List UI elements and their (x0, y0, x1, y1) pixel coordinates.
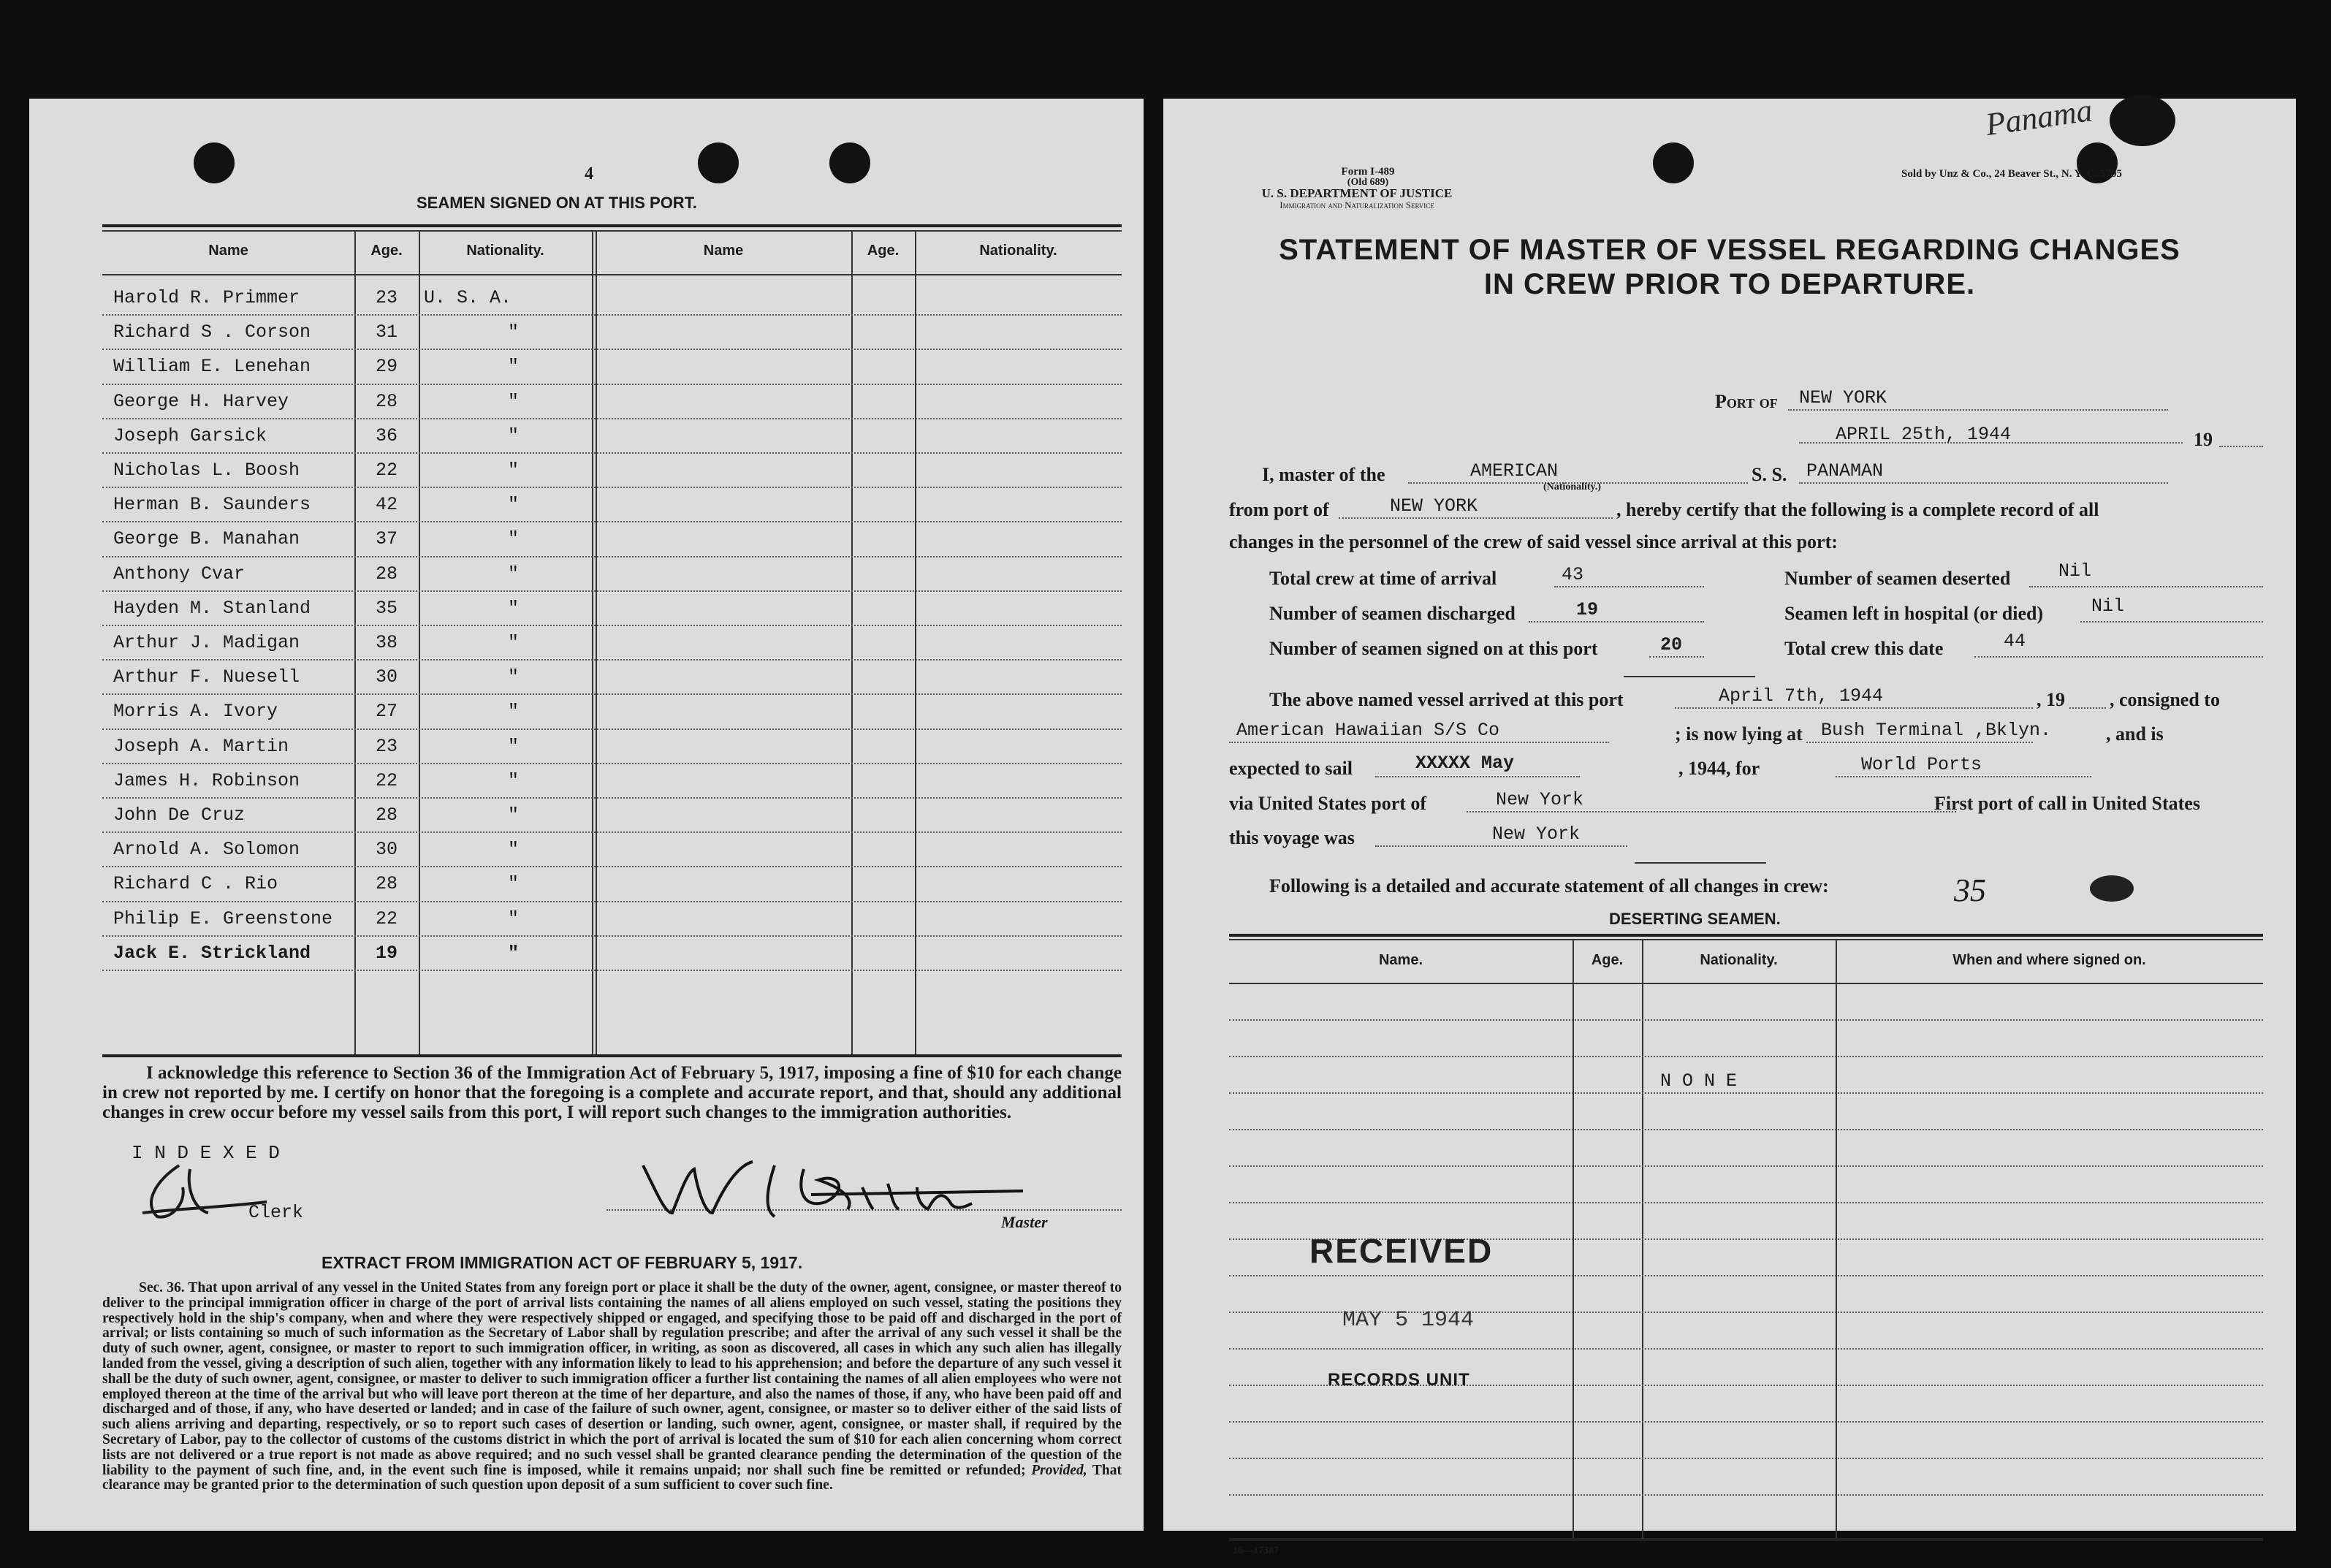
seaman-name: James H. Robinson (113, 769, 300, 791)
table-row (1229, 1275, 2263, 1276)
nationality-value: AMERICAN (1470, 460, 1559, 482)
seaman-nationality: " (508, 528, 520, 550)
seaman-nationality: " (508, 769, 520, 791)
punch-hole (698, 142, 739, 183)
table-row (102, 455, 1122, 490)
form-old: (Old 689) (1347, 177, 1389, 188)
total-crew-date-label: Total crew this date (1784, 638, 1944, 659)
date-suffix: 19 (2194, 429, 2213, 450)
indexed-stamp: I N D E X E D (132, 1142, 280, 1164)
voyage-value: New York (1492, 823, 1581, 845)
seaman-age: 35 (375, 597, 398, 619)
seaman-nationality: " (508, 873, 520, 895)
seaman-nationality: " (508, 804, 520, 826)
table-row (102, 731, 1122, 766)
seaman-age: 22 (375, 907, 398, 929)
table-row (1229, 1458, 2263, 1459)
master-label: Master (1001, 1213, 1048, 1231)
seaman-nationality: " (508, 425, 520, 446)
table-row (1229, 1202, 2263, 1203)
deserting-col-signed-on: When and where signed on. (1952, 952, 2146, 968)
total-crew-date-value: 44 (2004, 631, 2026, 652)
discharged-label: Number of seamen discharged (1269, 603, 1516, 624)
seaman-nationality: " (508, 735, 520, 757)
form-title-line1: STATEMENT OF MASTER OF VESSEL REGARDING CHANGES (1279, 234, 2180, 266)
seaman-age: 28 (375, 804, 398, 826)
table-row (102, 351, 1122, 386)
consignee-value: American Hawaiian S/S Co (1236, 720, 1500, 741)
table-row (102, 628, 1122, 662)
seaman-name: William E. Lenehan (113, 356, 311, 378)
seaman-age: 38 (375, 632, 398, 653)
seaman-nationality: U. S. A. (424, 287, 512, 308)
deserted-value: Nil (2058, 560, 2092, 582)
seaman-age: 27 (375, 701, 398, 723)
total-crew-arrival-value: 43 (1562, 564, 1584, 585)
table-row (102, 869, 1122, 903)
seaman-age: 31 (375, 321, 398, 343)
changes-text: changes in the personnel of the crew of said vessel since arrival at this port: (1229, 531, 1838, 552)
port-label: Port of (1715, 391, 1778, 412)
table-row (102, 938, 1122, 973)
punch-hole (829, 142, 870, 183)
seaman-nationality: " (508, 907, 520, 929)
table-row (1229, 1129, 2263, 1130)
received-stamp: RECEIVED (1309, 1232, 1494, 1270)
seaman-name: Jack E. Strickland (113, 942, 311, 964)
hospital-label: Seamen left in hospital (or died) (1784, 603, 2044, 624)
seaman-name: Anthony Cvar (113, 563, 246, 585)
deserting-col-name: Name. (1378, 952, 1423, 968)
handwritten-number: 35 (1954, 872, 1986, 908)
seaman-name: Nicholas L. Boosh (113, 460, 300, 481)
lying-value: Bush Terminal ,Bklyn. (1821, 720, 2052, 741)
col-header-age-2: Age. (867, 243, 900, 259)
handwritten-note: Panama (1983, 92, 2095, 142)
following-text: Following is a detailed and accurate statement of all changes in crew: (1269, 875, 1829, 897)
table-row (102, 800, 1122, 834)
signed-on-label: Number of seamen signed on at this port (1269, 638, 1598, 659)
seaman-name: Morris A. Ivory (113, 701, 278, 723)
certify-text: , hereby certify that the following is a complete record of all (1616, 499, 2099, 520)
seaman-name: George B. Manahan (113, 528, 300, 550)
port-value: NEW YORK (1799, 387, 1887, 408)
section-label: Sec. 36. (139, 1280, 185, 1295)
table-row (1229, 1421, 2263, 1423)
seaman-name: Richard S . Corson (113, 321, 311, 343)
hospital-value: Nil (2091, 595, 2125, 617)
received-date: MAY 5 1944 (1342, 1308, 1475, 1333)
extract-body (102, 1281, 1122, 1493)
voyage-label: this voyage was (1229, 827, 1355, 848)
col-header-age: Age. (370, 243, 403, 259)
seaman-nationality: " (508, 701, 520, 723)
table-row (102, 766, 1122, 800)
seaman-nationality: " (508, 321, 520, 343)
col-header-name: Name (208, 243, 248, 259)
table-row (102, 593, 1122, 628)
seaman-age: 23 (375, 735, 398, 757)
form-title-line2: IN CREW PRIOR TO DEPARTURE. (1483, 268, 1976, 300)
sail-year: , 1944, for (1678, 758, 1760, 779)
seaman-nationality: " (508, 390, 520, 412)
seaman-age: 22 (375, 769, 398, 791)
master-prefix: I, master of the (1262, 464, 1385, 485)
arrived-label: The above named vessel arrived at this port (1269, 689, 1624, 710)
table-row (102, 904, 1122, 938)
seaman-name: Joseph Garsick (113, 425, 267, 446)
seaman-name: Arnold A. Solomon (113, 839, 300, 861)
total-crew-arrival-label: Total crew at time of arrival (1269, 568, 1497, 589)
extract-text: That upon arrival of any vessel in the United States from any foreign port or place it shall be the duty of the owner, agent, consignee, or master thereof to deliver to the principal immigration officer in charge of the port of arrival lists containing the names of all aliens employed on such vessel, stating the positions they respectively hold in the ship's company, when and where they were respectively shipped or engaged, and specifying those to be paid off and discharged in the port of arrival; or lists containing so much of such information as the Secretary of Labor shall by regulation prescribe; and after the arrival of any such vessel it shall be the duty of such owner, agent, consignee, or master to report to such immigration officer, in writing, as soon as discovered, all cases in which any such alien has illegally landed from the vessel, giving a description of such alien, together with any information likely to lead to his apprehension; and before the departure of any such vessel it shall be the duty of such owner, agent, consignee, or master to deliver to such immigration officer a further list containing the names of all alien employees who were not employed thereon at the time of the arrival but who will leave port thereon at the time of her departure, and also the names of those, if any, who have been paid off and discharged and of those, if any, who have deserted or landed; and in case of the failure of such owner, agent, consignee, or master so to deliver either of the said lists of such aliens arriving and departing, respectively, or so to report such cases of desertion or landing, such owner, agent, consignee, or master shall, if required by the Secretary of Labor, pay to the collector of customs of the customs district in which the port of arrival is located the sum of $10 for each alien concerning whom correct lists are not delivered or a true report is not made as above required; and no such vessel shall be granted clearance pending the determination of the question of the liability to the payment of such fine, and, in the event such fine is imposed, while it remains unpaid; nor shall such fine be remitted or refunded; (102, 1280, 1122, 1478)
seaman-nationality: " (508, 356, 520, 378)
seaman-nationality: " (508, 666, 520, 688)
extract-provided: Provided, (1031, 1462, 1087, 1478)
seaman-age: 22 (375, 460, 398, 481)
sail-value: XXXXX May (1415, 753, 1515, 774)
deserting-entry: N O N E (1660, 1070, 1738, 1092)
seaman-name: Harold R. Primmer (113, 287, 300, 308)
sail-label: expected to sail (1229, 758, 1353, 779)
table-row (1229, 1019, 2263, 1021)
punch-hole (194, 142, 235, 183)
lying-label: ; is now lying at (1675, 723, 1803, 745)
destination-value: World Ports (1861, 754, 1982, 775)
first-port-label: First port of call in United States (1934, 793, 2200, 814)
col-header-name-2: Name (703, 243, 744, 259)
records-unit-stamp: RECORDS UNIT (1328, 1370, 1470, 1390)
table-row (1229, 1165, 2263, 1167)
table-row (102, 662, 1122, 696)
seaman-name: Arthur J. Madigan (113, 632, 300, 653)
consigned-label: , consigned to (2110, 689, 2220, 710)
seaman-age: 28 (375, 873, 398, 895)
and-is: , and is (2106, 723, 2164, 745)
seaman-name: Philip E. Greenstone (113, 907, 333, 929)
vessel-name: PANAMAN (1806, 460, 1884, 482)
table-row (1229, 1348, 2263, 1350)
via-label: via United States port of (1229, 793, 1427, 814)
punch-hole (1653, 142, 1694, 183)
seaman-name: Arthur F. Nuesell (113, 666, 300, 688)
seaman-age: 19 (375, 942, 398, 964)
deserting-title: DESERTING SEAMEN. (1609, 910, 1781, 928)
seaman-name: John De Cruz (113, 804, 246, 826)
seaman-age: 29 (375, 356, 398, 378)
seller: Sold by Unz & Co., 24 Beaver St., N. Y. C. 5705 (1901, 168, 2122, 180)
seaman-age: 37 (375, 528, 398, 550)
left-page (29, 99, 1144, 1531)
seaman-nationality: " (508, 942, 520, 964)
table-row (102, 421, 1122, 455)
seaman-age: 28 (375, 390, 398, 412)
service: Immigration and Naturalization Service (1279, 199, 1434, 210)
from-port-label: from port of (1229, 499, 1329, 520)
footer-code: 16—17387 (1233, 1545, 1279, 1556)
col-header-nationality: Nationality. (466, 243, 544, 259)
seaman-name: Richard C . Rio (113, 873, 278, 895)
ink-blot (2090, 875, 2134, 902)
arrived-suffix: , 19 (2037, 689, 2065, 710)
master-signature (628, 1151, 1038, 1224)
right-page (1163, 92, 2296, 1556)
seaman-nationality: " (508, 839, 520, 861)
form-number: Form I-489 (1341, 166, 1395, 178)
seaman-nationality: " (508, 632, 520, 653)
deserted-label: Number of seamen deserted (1784, 568, 2011, 589)
seaman-name: Hayden M. Stanland (113, 597, 311, 619)
from-port-value: NEW YORK (1390, 495, 1478, 517)
table-row (102, 524, 1122, 558)
table-row (102, 387, 1122, 421)
table-row (102, 283, 1122, 317)
table-row (102, 696, 1122, 731)
extract-tail: That clearance may be granted prior to the determination of such question upon deposit of a sum sufficient to cover such fine. (102, 1462, 1122, 1493)
via-value: New York (1496, 789, 1584, 810)
deserting-col-nationality: Nationality. (1700, 952, 1778, 968)
seaman-age: 30 (375, 839, 398, 861)
seaman-name: George H. Harvey (113, 390, 289, 412)
ss-label: S. S. (1752, 464, 1787, 485)
seaman-name: Herman B. Saunders (113, 494, 311, 516)
table-row (102, 317, 1122, 351)
seaman-nationality: " (508, 597, 520, 619)
seaman-age: 30 (375, 666, 398, 688)
seaman-age: 42 (375, 494, 398, 516)
table-row (102, 834, 1122, 869)
section-title: SEAMEN SIGNED ON AT THIS PORT. (417, 194, 697, 212)
discharged-value: 19 (1576, 599, 1599, 620)
seaman-name: Joseph A. Martin (113, 735, 289, 757)
seaman-nationality: " (508, 460, 520, 481)
table-row (102, 490, 1122, 524)
seaman-age: 28 (375, 563, 398, 585)
table-row (1229, 1494, 2263, 1496)
table-row (1229, 1092, 2263, 1094)
deserting-col-age: Age. (1591, 952, 1624, 968)
seaman-nationality: " (508, 563, 520, 585)
page-number: 4 (585, 164, 593, 183)
seaman-nationality: " (508, 494, 520, 516)
date-value: APRIL 25th, 1944 (1836, 424, 2012, 445)
acknowledgement-text: I acknowledge this reference to Section 36 of the Immigration Act of February 5, 1917, imposing a fine of $10 for each change in crew not reported by me. I certify on honor that the foregoing is a complete and accurate report, and that, should any additional changes in crew occur before my vessel sails from this port, I will report such changes to the immigration authorities. (102, 1063, 1122, 1122)
nationality-caption: (Nationality.) (1543, 482, 1601, 492)
punch-hole (2110, 95, 2175, 146)
arrived-value: April 7th, 1944 (1719, 685, 1884, 707)
clerk-label: Clerk (248, 1202, 304, 1223)
seaman-age: 23 (375, 287, 398, 308)
department: U. S. DEPARTMENT OF JUSTICE (1261, 186, 1453, 200)
table-row (1229, 1056, 2263, 1057)
col-header-nationality-2: Nationality. (979, 243, 1057, 259)
signed-on-value: 20 (1660, 634, 1683, 655)
seaman-age: 36 (375, 425, 398, 446)
table-row (102, 559, 1122, 593)
extract-title: EXTRACT FROM IMMIGRATION ACT OF FEBRUARY 5, 1917. (322, 1253, 803, 1272)
